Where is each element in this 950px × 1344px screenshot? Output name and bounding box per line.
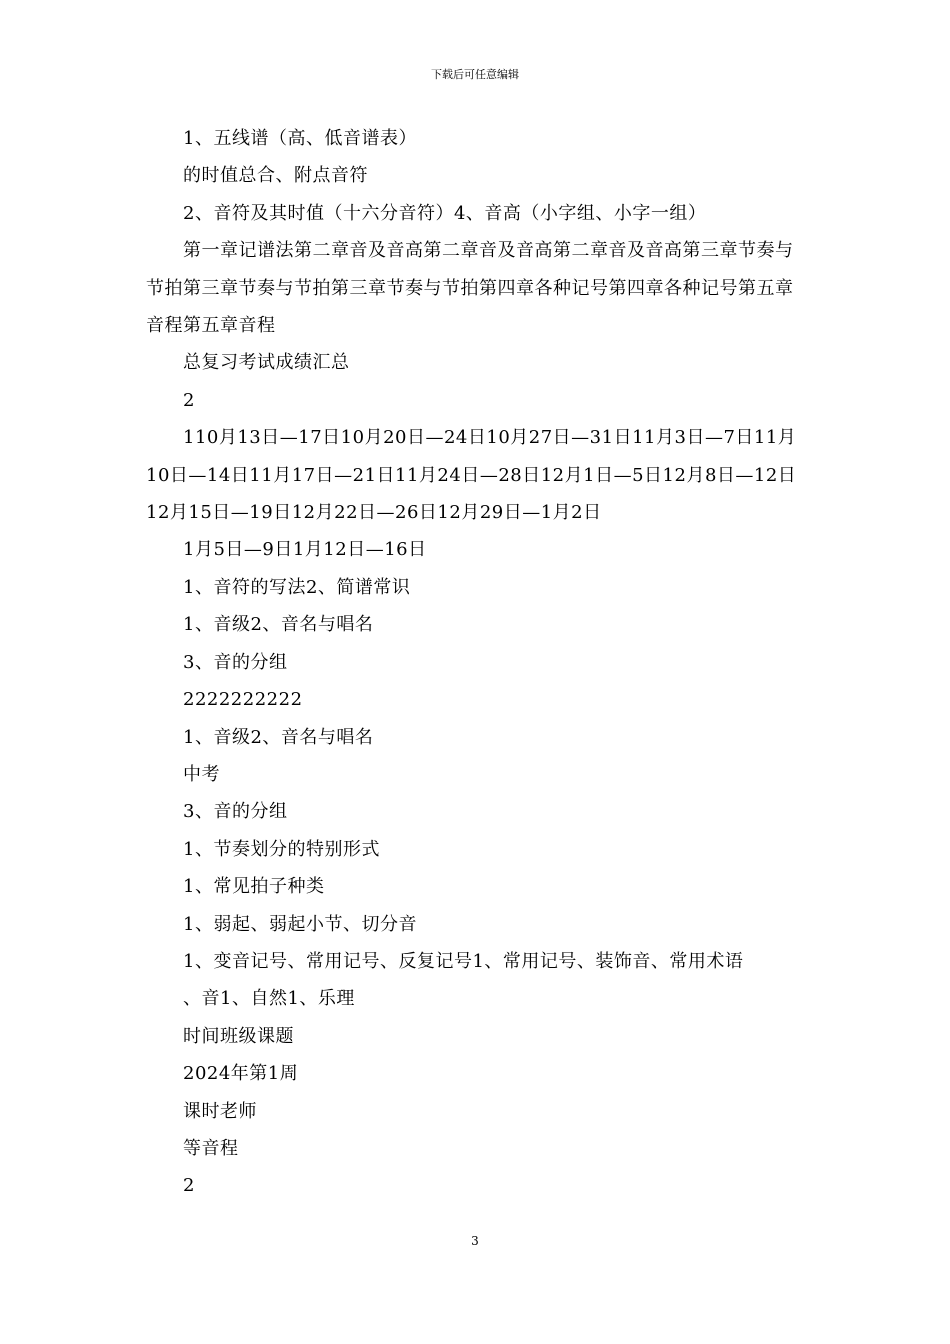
paragraph: 1、音符的写法2、简谱常识 [183, 576, 411, 598]
paragraph: 、音1、自然1、乐理 [183, 988, 355, 1010]
paragraph: 2024年第1周 [183, 1063, 299, 1085]
paragraph: 2 [183, 1175, 195, 1197]
paragraph: 3、音的分组 [183, 651, 288, 673]
paragraph: 3、音的分组 [183, 801, 288, 823]
paragraph: 的时值总合、附点音符 [183, 165, 368, 187]
paragraph: 时间班级课题 [183, 1025, 294, 1047]
page-header: 下载后可任意编辑 [431, 68, 519, 81]
paragraph: 课时老师 [183, 1100, 257, 1122]
paragraph: 中考 [183, 763, 220, 785]
document-body [146, 120, 810, 1205]
paragraph: 第一章记谱法第二章音及音高第二章音及音高第二章音及音高第三章节奏与节拍第三章节奏与节拍第三章节奏与节拍第四章各种记号第四章各种记号第五章音程第五章音程 [146, 240, 794, 337]
paragraph: 1、五线谱（高、低音谱表） [183, 128, 417, 149]
paragraph: 1、常见拍子种类 [183, 876, 325, 898]
paragraph: 1、变音记号、常用记号、反复记号1、常用记号、装饰音、常用术语 [183, 950, 744, 972]
paragraph: 1、音级2、音名与唱名 [183, 614, 374, 636]
paragraph: 2222222222 [183, 689, 303, 711]
paragraph: 总复习考试成绩汇总 [183, 352, 350, 374]
paragraph: 2、音符及其时值（十六分音符）4、音高（小字组、小字一组） [183, 202, 707, 224]
paragraph: 等音程 [183, 1137, 239, 1159]
paragraph: 1、音级2、音名与唱名 [183, 726, 374, 748]
paragraph: 1、节奏划分的特别形式 [183, 838, 380, 860]
paragraph: 1、弱起、弱起小节、切分音 [183, 913, 417, 935]
paragraph: 2 [183, 389, 195, 411]
paragraph: 1月5日—9日1月12日—16日 [183, 539, 427, 561]
page-number: 3 [471, 1234, 479, 1248]
paragraph: 110月13日—17日10月20日—24日10月27日—31日11月3日—7日11月10日—14日11月17日—21日11月24日—28日12月1日—5日12月8日—12日12月15日—19日12月22日—26日12月29日—1月2日 [146, 427, 797, 524]
